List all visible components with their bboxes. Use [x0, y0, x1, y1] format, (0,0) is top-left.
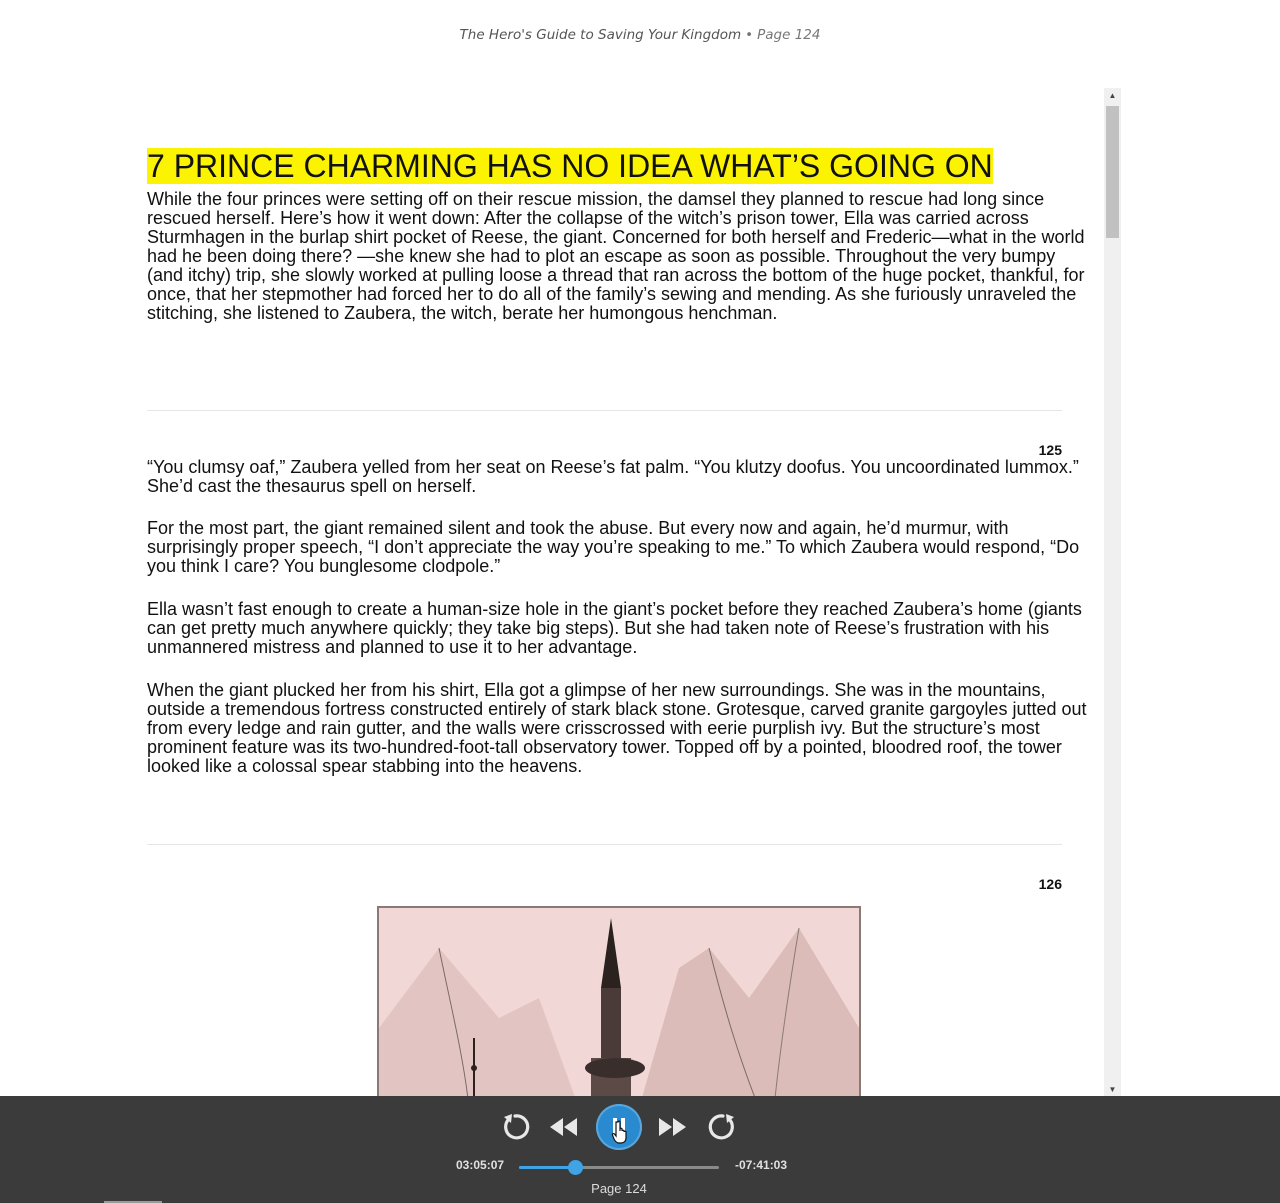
page-divider — [147, 410, 1062, 411]
book-title: The Hero's Guide to Saving Your Kingdom — [459, 27, 742, 43]
vertical-scrollbar[interactable] — [1104, 88, 1121, 1096]
scroll-down-arrow-icon[interactable]: ▼ — [1108, 1084, 1117, 1094]
progress-slider[interactable] — [519, 1166, 719, 1169]
scroll-up-arrow-icon[interactable]: ▲ — [1108, 90, 1117, 100]
hand-cursor-icon — [610, 1120, 628, 1144]
paragraph-4: Ella wasn’t fast enough to create a human-size hole in the giant’s pocket before they reached Zaubera’s home (giants can get pretty much anywhere quickly; they take big steps). But she had taken note of Reese’s frustration with his unmannered mistress and planned to use it to her advantage. — [147, 599, 1082, 657]
paragraph-2: “You clumsy oaf,” Zaubera yelled from her seat on Reese’s fat palm. “You klutzy doofus. You uncoordinated lummox.” She’d cast the thesaurus spell on herself. — [147, 457, 1079, 496]
progress-fill — [519, 1166, 575, 1169]
player-page-label: Page 124 — [591, 1181, 647, 1196]
fast-backward-icon — [548, 1116, 578, 1138]
book-header — [0, 0, 1280, 70]
fast-forward-icon — [658, 1116, 688, 1138]
rewind-30-button[interactable] — [498, 1110, 532, 1144]
page-number-126: 126 — [1038, 876, 1062, 892]
remaining-time: -07:41:03 — [735, 1158, 788, 1172]
page-number-125: 125 — [1038, 442, 1062, 458]
paragraph-5: When the giant plucked her from his shirt, Ella got a glimpse of her new surroundings. She was in the mountains, outside a tremendous fortress constructed entirely of stark black stone. Grotesque, carved granite gargoyles jutted out from every ledge and rain gutter, and the walls were crisscrossed with eerie purplish ivy. But the structure’s most prominent feature was its two-hundred-foot-tall observatory tower. Topped off by a pointed, bloodred roof, the tower looked like a colossal spear stabbing into the heavens. — [147, 680, 1087, 776]
next-button[interactable] — [656, 1110, 690, 1144]
chapter-title — [147, 148, 993, 184]
previous-button[interactable] — [546, 1110, 580, 1144]
paragraph-1: While the four princes were setting off on their rescue mission, the damsel they planned to rescue had long since rescued herself. Here’s how it went down: After the collapse of the witch’s prison tower, Ella was carried across Sturmhagen in the burlap shirt pocket of Reese, the giant. Concerned for both herself and Frederic—what in the world had he been doing there? —she knew she had to plot an escape as soon as possible. Throughout the very bumpy (and itchy) trip, she slowly worked at pulling loose a thread that ran across the bottom of the huge pocket, thankful, for once, that her stepmother had forced her to do all of the family’s sewing and mending. As she furiously unraveled the stitching, she listened to Zaubera, the witch, berate her humongous henchman. — [147, 189, 1085, 323]
header-separator: • — [745, 27, 754, 43]
elapsed-time: 03:05:07 — [456, 1158, 505, 1172]
chapter-title-highlight: 7 PRINCE CHARMING HAS NO IDEA WHAT’S GOING ON — [147, 148, 993, 184]
paragraph-3: For the most part, the giant remained silent and took the abuse. But every now and again, he’d murmur, with surprisingly proper speech, “I don’t appreciate the way you’re speaking to me.” To which Zaubera would respond, “Do you think I care? You bunglesome clodpole.” — [147, 518, 1080, 576]
audio-player-bar — [0, 1096, 1280, 1203]
header-page-label: Page 124 — [757, 27, 821, 43]
fortress-illustration — [377, 906, 861, 1096]
reader-pane[interactable] — [0, 88, 1104, 1096]
scrollbar-thumb[interactable] — [1106, 106, 1119, 238]
redo-icon — [708, 1112, 738, 1142]
page-divider — [147, 844, 1062, 845]
replay-icon — [500, 1112, 530, 1142]
progress-handle[interactable] — [568, 1160, 583, 1175]
forward-30-button[interactable] — [706, 1110, 740, 1144]
